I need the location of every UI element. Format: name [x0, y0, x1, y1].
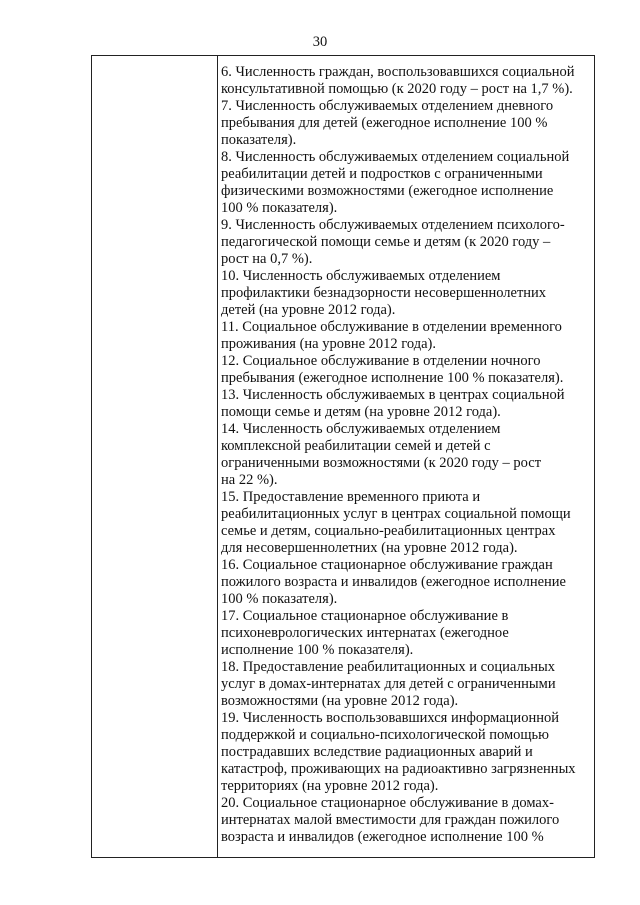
text-line: 100 % показателя). — [221, 591, 338, 607]
table-right-column — [218, 56, 594, 857]
text-line: ограниченными возможностями (к 2020 году – рост — [221, 455, 542, 471]
text-line: пострадавших вследствие радиационных аварий и — [221, 744, 533, 760]
text-line: показателя). — [221, 132, 297, 148]
text-line: на 22 %). — [221, 472, 278, 488]
page-number: 30 — [312, 34, 328, 50]
text-line: детей (на уровне 2012 года). — [221, 302, 396, 318]
text-line: реабилитации детей и подростков с ограниченными — [221, 166, 543, 182]
text-line: 100 % показателя). — [221, 200, 338, 216]
text-line: 12. Социальное обслуживание в отделении ночного — [221, 353, 541, 369]
text-line: физическими возможностями (ежегодное исполнение — [221, 183, 554, 199]
table-left-column — [92, 56, 218, 857]
text-line: проживания (на уровне 2012 года). — [221, 336, 436, 352]
text-line: психоневрологических интернатах (ежегодное — [221, 625, 509, 641]
text-line: исполнение 100 % показателя). — [221, 642, 414, 658]
text-line: рост на 0,7 %). — [221, 251, 313, 267]
text-line: 14. Численность обслуживаемых отделением — [221, 421, 501, 437]
text-line: 18. Предоставление реабилитационных и социальных — [221, 659, 556, 675]
text-line: реабилитационных услуг в центрах социальной помощи — [221, 506, 571, 522]
text-line: интернатах малой вместимости для граждан пожилого — [221, 812, 560, 828]
text-line: пребывания (ежегодное исполнение 100 % показателя). — [221, 370, 564, 386]
text-line: 6. Численность граждан, воспользовавшихся социальной — [221, 64, 575, 80]
text-line: помощи семье и детям (на уровне 2012 года). — [221, 404, 501, 420]
text-line: 13. Численность обслуживаемых в центрах социальной — [221, 387, 565, 403]
text-line: пожилого возраста и инвалидов (ежегодное исполнение — [221, 574, 566, 590]
text-line: возраста и инвалидов (ежегодное исполнение 100 % — [221, 829, 544, 845]
text-line: для несовершеннолетних (на уровне 2012 года). — [221, 540, 518, 556]
text-line: 20. Социальное стационарное обслуживание в домах- — [221, 795, 554, 811]
text-line: 8. Численность обслуживаемых отделением социальной — [221, 149, 570, 165]
text-line: территориях (на уровне 2012 года). — [221, 778, 439, 794]
text-line: профилактики безнадзорности несовершеннолетних — [221, 285, 547, 301]
text-line: возможностями (на уровне 2012 года). — [221, 693, 459, 709]
text-line: 15. Предоставление временного приюта и — [221, 489, 481, 505]
text-line: 11. Социальное обслуживание в отделении временного — [221, 319, 562, 335]
text-line: катастроф, проживающих на радиоактивно загрязненных — [221, 761, 576, 777]
text-line: педагогической помощи семье и детям (к 2020 году – — [221, 234, 551, 250]
text-line: семье и детям, социально-реабилитационных центрах — [221, 523, 556, 539]
text-line: 19. Численность воспользовавшихся информационной — [221, 710, 559, 726]
text-line: услуг в домах-интернатах для детей с ограниченными — [221, 676, 556, 692]
text-line: 16. Социальное стационарное обслуживание граждан — [221, 557, 553, 573]
text-line: комплексной реабилитации семей и детей с — [221, 438, 491, 454]
text-line: 17. Социальное стационарное обслуживание в — [221, 608, 509, 624]
text-line: консультативной помощью (к 2020 году – рост на 1,7 %). — [221, 81, 573, 97]
text-line: поддержкой и социально-психологической помощью — [221, 727, 549, 743]
text-line: пребывания для детей (ежегодное исполнение 100 % — [221, 115, 548, 131]
text-line: 9. Численность обслуживаемых отделением психолого- — [221, 217, 565, 233]
text-line: 10. Численность обслуживаемых отделением — [221, 268, 501, 284]
text-line: 7. Численность обслуживаемых отделением дневного — [221, 98, 554, 114]
document-table — [91, 55, 595, 858]
